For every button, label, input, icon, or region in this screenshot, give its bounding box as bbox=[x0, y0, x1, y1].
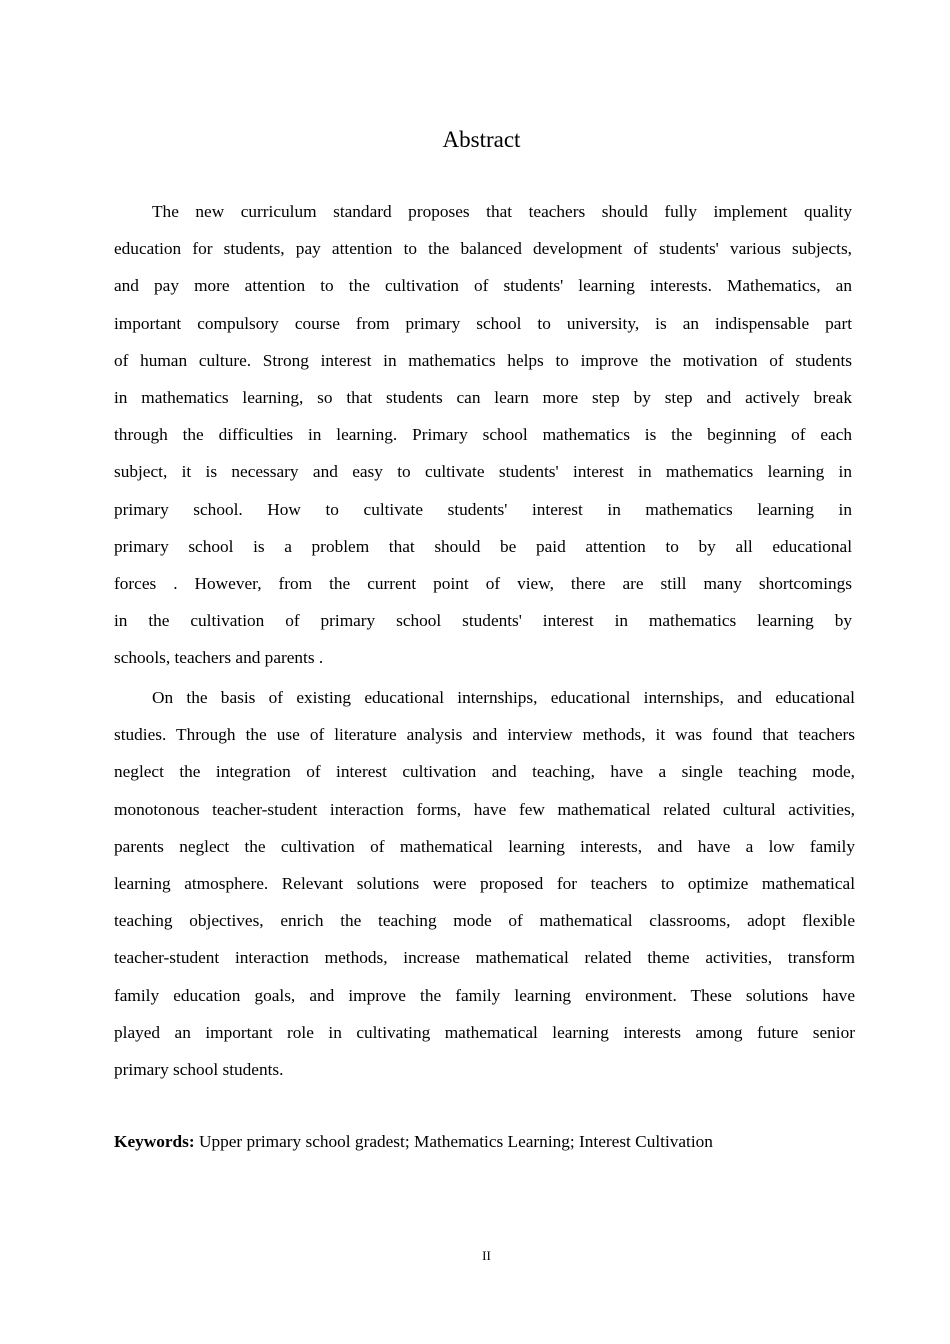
text-line: in the cultivation of primary school students' interest in mathematics learning by bbox=[114, 611, 852, 631]
text-line: primary school students. bbox=[114, 1059, 284, 1079]
keywords bbox=[114, 1128, 713, 1156]
text-line: family education goals, and improve the family learning environment. These solutions have bbox=[114, 985, 855, 1005]
text-line: On the basis of existing educational internships, educational internships, and educational bbox=[152, 688, 855, 707]
text-line: played an important role in cultivating mathematical learning interests among future senior bbox=[114, 1022, 855, 1042]
text-line: schools, teachers and parents . bbox=[114, 648, 324, 668]
text-line: through the difficulties in learning. Primary school mathematics is the beginning of each bbox=[114, 425, 852, 445]
text-line: subject, it is necessary and easy to cultivate students' interest in mathematics learning in bbox=[114, 462, 852, 482]
text-line: neglect the integration of interest cultivation and teaching, have a single teaching mode, bbox=[114, 762, 855, 782]
keywords-label: Keywords: bbox=[114, 1132, 195, 1151]
text-line: teaching objectives, enrich the teaching mode of mathematical classrooms, adopt flexible bbox=[114, 911, 855, 931]
text-line: and pay more attention to the cultivation of students' learning interests. Mathematics, an bbox=[114, 276, 852, 296]
text-line: The new curriculum standard proposes that teachers should fully implement quality bbox=[152, 202, 852, 221]
page-title: Abstract bbox=[442, 127, 521, 152]
keywords-text: Upper primary school gradest; Mathematics Learning; Interest Cultivation bbox=[194, 1132, 713, 1151]
text-line: primary school. How to cultivate students' interest in mathematics learning in bbox=[114, 499, 852, 519]
text-line: parents neglect the cultivation of mathematical learning interests, and have a low family bbox=[114, 836, 855, 856]
text-line: forces . However, from the current point of view, there are still many shortcomings bbox=[114, 573, 852, 593]
text-line: education for students, pay attention to the balanced development of students' various subjects, bbox=[114, 239, 852, 259]
text-line: monotonous teacher-student interaction forms, have few mathematical related cultural activities, bbox=[114, 799, 855, 819]
abstract-paragraph-1 bbox=[114, 193, 852, 676]
text-line: learning atmosphere. Relevant solutions were proposed for teachers to optimize mathematical bbox=[114, 873, 855, 893]
text-line: studies. Through the use of literature analysis and interview methods, it was found that teachers bbox=[114, 725, 855, 745]
abstract-paragraph-2 bbox=[114, 679, 855, 1088]
text-line: of human culture. Strong interest in mathematics helps to improve the motivation of students bbox=[114, 350, 852, 370]
text-line: teacher-student interaction methods, increase mathematical related theme activities, transform bbox=[114, 948, 855, 968]
page-number: II bbox=[482, 1248, 491, 1263]
text-line: in mathematics learning, so that students can learn more step by step and actively break bbox=[114, 387, 852, 407]
text-line: primary school is a problem that should be paid attention to by all educational bbox=[114, 536, 852, 556]
text-line: important compulsory course from primary school to university, is an indispensable part bbox=[114, 313, 852, 333]
